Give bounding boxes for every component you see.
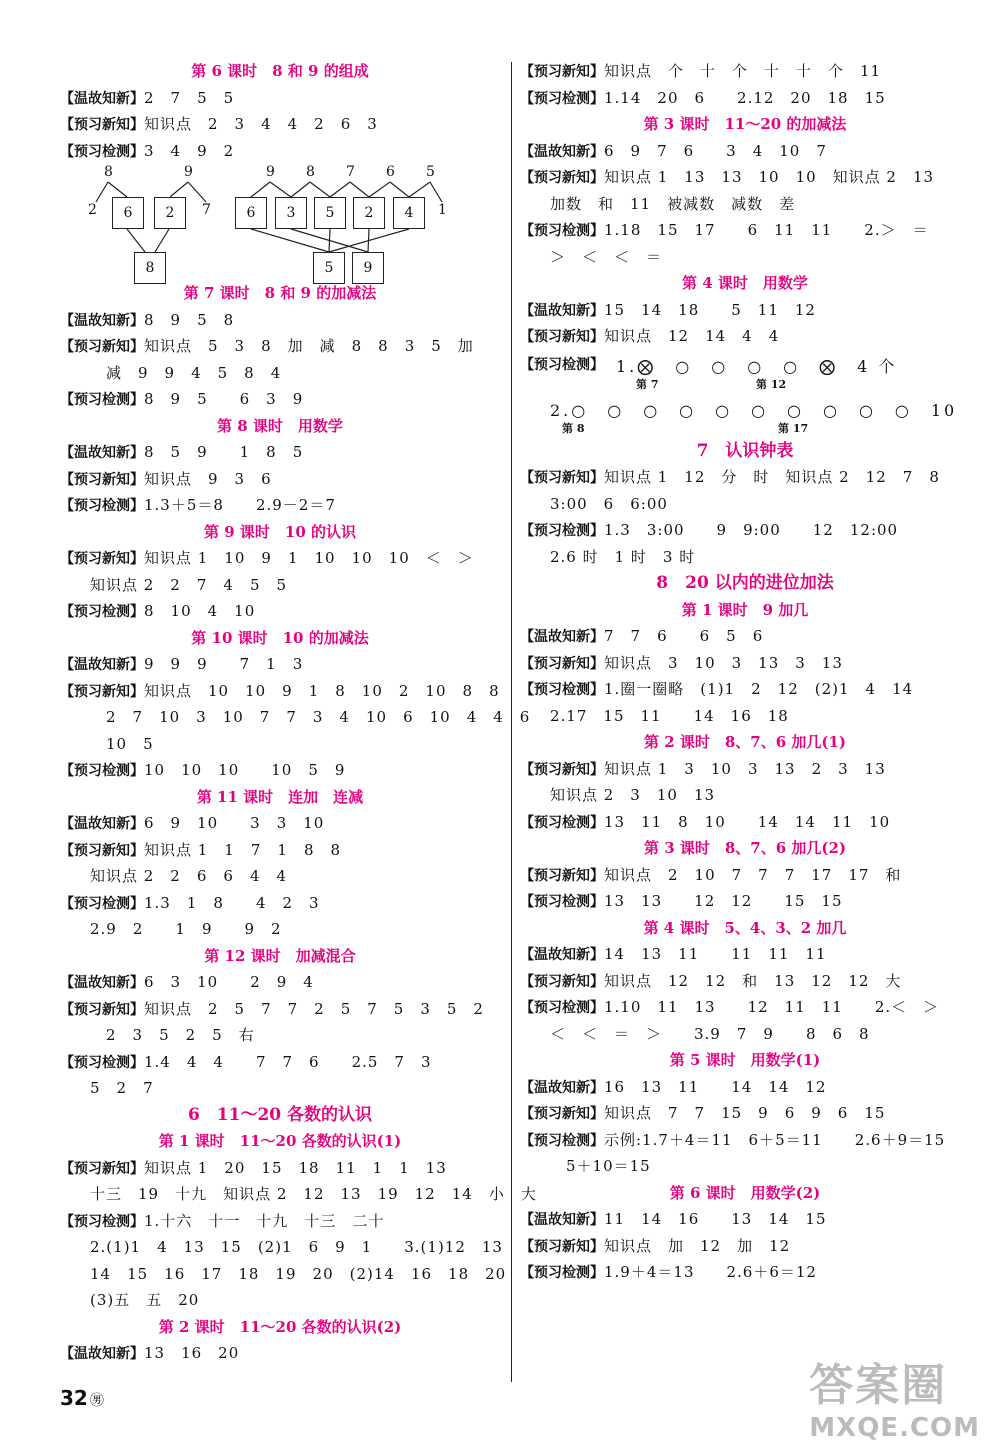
answer-values: 2.9 2 1 9 9 2 bbox=[90, 920, 282, 938]
connector-line bbox=[188, 182, 206, 202]
section-label: 【预习检测】 bbox=[60, 604, 144, 620]
section-label: 【预习检测】 bbox=[60, 498, 144, 514]
number-box: 5 bbox=[314, 197, 346, 229]
answer-line bbox=[520, 676, 970, 703]
answer-values: 8 9 5 6 3 9 bbox=[144, 390, 304, 408]
answer-line bbox=[60, 492, 500, 519]
section-label: 【预习新知】 bbox=[520, 170, 604, 186]
answer-values: 知识点 12 14 4 4 bbox=[604, 327, 780, 345]
answer-values: 知识点 1 1 7 1 8 8 bbox=[144, 840, 342, 859]
top-number: 5 bbox=[426, 164, 435, 180]
answer-line bbox=[520, 703, 970, 730]
answer-values: 2.17 15 11 14 16 18 bbox=[550, 706, 789, 725]
section-label: 【预习检测】 bbox=[520, 356, 604, 373]
connector-line bbox=[170, 182, 188, 197]
section-label: 【预习检测】 bbox=[520, 1265, 604, 1281]
answer-line bbox=[520, 517, 970, 544]
outer-number: 7 bbox=[202, 202, 211, 218]
answer-line bbox=[520, 756, 970, 783]
number-box: 8 bbox=[134, 252, 166, 284]
section-label: 【温故知新】 bbox=[520, 302, 604, 319]
answer-values: 1.4 4 4 7 7 6 2.5 7 3 bbox=[144, 1052, 432, 1071]
answer-values: 知识点 3 10 3 13 3 13 bbox=[604, 653, 843, 672]
lesson-heading: 第 2 课时 11～20 各数的认识(2) bbox=[158, 1317, 402, 1336]
answer-values: 15 14 18 5 11 12 bbox=[604, 300, 816, 319]
answer-values: 10 5 bbox=[106, 734, 154, 753]
answer-line bbox=[60, 439, 500, 466]
answer-line bbox=[60, 757, 500, 784]
answer-line bbox=[520, 1153, 970, 1180]
answer-values: 13 11 8 10 14 14 11 10 bbox=[604, 812, 891, 831]
section-label: 【预习检测】 bbox=[520, 223, 604, 239]
unit-heading: 7 认识钟表 bbox=[696, 440, 794, 461]
answer-values: 11 14 16 13 14 15 bbox=[604, 1210, 827, 1228]
section-label: 【预习新知】 bbox=[60, 551, 144, 567]
answer-values: 1.圈一圈略 (1)1 2 12 (2)1 4 14 bbox=[604, 680, 914, 698]
answer-line bbox=[520, 1127, 970, 1154]
section-label: 【预习检测】 bbox=[60, 895, 144, 912]
answer-values: 1.10 11 13 12 11 11 2.＜ ＞ bbox=[604, 998, 940, 1016]
connector-line bbox=[108, 182, 127, 197]
answer-line bbox=[60, 111, 500, 138]
answer-values: 14 15 16 17 18 19 20 (2)14 16 18 20 bbox=[90, 1264, 507, 1283]
lesson-heading: 第 6 课时 用数学(2) bbox=[669, 1183, 821, 1202]
answer-values: 5 2 7 bbox=[90, 1079, 154, 1097]
answer-line bbox=[60, 678, 500, 705]
position-label: 第 17 bbox=[778, 421, 809, 435]
position-label: 第 8 bbox=[562, 421, 585, 435]
answer-line bbox=[60, 916, 500, 943]
answer-values: 知识点 2 10 7 7 7 17 17 和 bbox=[604, 865, 902, 884]
answer-values: 2 7 10 3 10 7 7 3 4 10 6 10 4 4 6 bbox=[106, 708, 531, 726]
connector-line bbox=[390, 182, 409, 197]
answer-values: 1.十六 十一 十九 十三 二十 bbox=[144, 1211, 385, 1230]
answer-values: 2.(1)1 4 13 15 (2)1 6 9 1 3.(1)12 13 bbox=[90, 1238, 503, 1256]
answer-line bbox=[520, 297, 970, 324]
answer-values: 2 7 5 5 bbox=[144, 88, 235, 107]
section-label: 【预习检测】 bbox=[60, 392, 144, 408]
answer-values: 知识点 7 7 15 9 6 9 6 15 bbox=[604, 1104, 886, 1122]
section-label: 【预习检测】 bbox=[60, 1213, 144, 1230]
answer-line bbox=[520, 323, 970, 350]
answer-values: 减 9 9 4 5 8 4 bbox=[106, 363, 282, 382]
answer-values: 知识点 10 10 9 1 8 10 2 10 8 8 bbox=[144, 681, 500, 700]
top-number: 9 bbox=[266, 164, 275, 180]
answer-line bbox=[60, 598, 500, 625]
connector-line bbox=[350, 182, 369, 197]
section-label: 【温故知新】 bbox=[520, 1079, 604, 1096]
answer-values: ＞ ＜ ＜ ＝ bbox=[550, 247, 663, 266]
lesson-heading: 第 4 课时 用数学 bbox=[682, 274, 808, 292]
answer-line bbox=[520, 862, 970, 889]
top-number: 8 bbox=[306, 164, 315, 180]
answer-values: 知识点 2 5 7 7 2 5 7 5 3 5 2 bbox=[144, 999, 484, 1018]
answer-line bbox=[520, 1259, 970, 1286]
right-column bbox=[520, 58, 970, 1286]
section-label: 【预习新知】 bbox=[60, 471, 144, 488]
answer-line bbox=[60, 1181, 537, 1208]
section-label: 【温故知新】 bbox=[60, 975, 144, 991]
answer-values: 知识点 2 2 7 4 5 5 bbox=[90, 575, 288, 594]
answer-line bbox=[520, 544, 970, 571]
section-label: 【温故知新】 bbox=[520, 947, 604, 963]
section-label: 【预习检测】 bbox=[520, 814, 604, 831]
section-label: 【温故知新】 bbox=[60, 816, 144, 832]
answer-values: 知识点 9 3 6 bbox=[144, 469, 272, 488]
lesson-heading: 第 10 课时 10 的加减法 bbox=[191, 628, 369, 647]
answer-line bbox=[520, 782, 970, 809]
section-label: 【预习新知】 bbox=[520, 470, 604, 486]
section-label: 【预习新知】 bbox=[520, 867, 604, 884]
answer-values: 8 5 9 1 8 5 bbox=[144, 443, 304, 461]
outer-number: 2 bbox=[88, 202, 97, 218]
section-label: 【温故知新】 bbox=[60, 445, 144, 461]
answer-line bbox=[60, 1049, 500, 1076]
section-label: 【温故知新】 bbox=[520, 629, 604, 645]
section-label: 【温故知新】 bbox=[60, 1346, 144, 1362]
watermark bbox=[809, 1349, 980, 1443]
lesson-heading: 第 6 课时 8 和 9 的组成 bbox=[191, 62, 369, 80]
answer-line bbox=[60, 360, 500, 387]
connector-line bbox=[251, 229, 329, 252]
top-number: 8 bbox=[104, 164, 113, 180]
section-label: 【预习新知】 bbox=[520, 973, 604, 990]
section-label: 【温故知新】 bbox=[520, 1212, 604, 1228]
answer-line bbox=[60, 704, 531, 731]
section-label: 【预习新知】 bbox=[60, 339, 144, 355]
answer-line bbox=[60, 890, 500, 917]
answer-line bbox=[520, 888, 970, 915]
answer-values: 14 13 11 11 11 11 bbox=[604, 945, 827, 963]
answer-values: 13 13 12 12 15 15 bbox=[604, 892, 843, 910]
answer-line bbox=[60, 1155, 500, 1182]
answer-values: 示例:1.7＋4＝11 6＋5＝11 2.6＋9＝15 bbox=[604, 1130, 946, 1149]
answer-line bbox=[60, 1234, 503, 1261]
answer-line bbox=[520, 217, 970, 244]
answer-values: 知识点 1 12 分 时 知识点 2 12 7 8 bbox=[604, 468, 940, 486]
answer-line bbox=[520, 244, 970, 271]
answer-values: 5＋10＝15 bbox=[566, 1157, 651, 1175]
answer-line bbox=[520, 1206, 970, 1233]
lesson-heading: 第 3 课时 8、7、6 加几(2) bbox=[643, 839, 847, 857]
watermark-url: MXQE.COM bbox=[809, 1413, 980, 1443]
section-label: 【温故知新】 bbox=[520, 143, 604, 160]
number-box: 5 bbox=[313, 252, 345, 284]
answer-values: (3)五 五 20 bbox=[90, 1291, 200, 1309]
answer-values: 1.3 3:00 9 9:00 12 12:00 bbox=[604, 521, 899, 539]
answer-values: 知识点 1 13 13 10 10 知识点 2 13 bbox=[604, 168, 935, 186]
section-label: 【预习检测】 bbox=[60, 143, 144, 160]
left-column bbox=[60, 58, 537, 1367]
answer-line bbox=[60, 651, 500, 678]
lesson-heading: 第 12 课时 加减混合 bbox=[204, 946, 356, 965]
watermark-logo: 答案圈 bbox=[809, 1360, 948, 1411]
section-label: 【预习新知】 bbox=[520, 655, 604, 672]
answer-values: 知识点 2 3 4 4 2 6 3 bbox=[144, 115, 378, 133]
circle-row: 2.○ ○ ○ ○ ○ ○ ○ ○ ○ ○ 10 bbox=[550, 400, 958, 420]
answer-values: 9 9 9 7 1 3 bbox=[144, 655, 304, 673]
answer-values: 知识点 1 10 9 1 10 10 10 ＜ ＞ bbox=[144, 549, 474, 567]
answer-line bbox=[60, 85, 500, 112]
number-box: 6 bbox=[235, 197, 267, 229]
answer-line bbox=[520, 994, 970, 1021]
lesson-heading: 第 5 课时 用数学(1) bbox=[669, 1051, 821, 1069]
top-number: 7 bbox=[346, 164, 355, 180]
lesson-heading: 第 1 课时 9 加几 bbox=[681, 600, 809, 619]
answer-values: 知识点 1 20 15 18 11 1 1 13 bbox=[144, 1158, 447, 1177]
answer-values: 1.18 15 17 6 11 11 2.＞ ＝ bbox=[604, 221, 929, 239]
answer-line bbox=[60, 1287, 500, 1314]
connector-line bbox=[369, 182, 390, 197]
section-label: 【预习新知】 bbox=[520, 329, 604, 345]
connector-line bbox=[329, 229, 330, 252]
connector-line bbox=[251, 182, 270, 197]
unit-heading: 8 20 以内的进位加法 bbox=[656, 573, 834, 593]
connector-line bbox=[291, 182, 310, 197]
answer-values: 6 9 7 6 3 4 10 7 bbox=[604, 141, 827, 160]
composition-diagram bbox=[60, 164, 500, 280]
answer-line bbox=[520, 58, 970, 85]
answer-line bbox=[520, 968, 970, 995]
answer-values: 知识点 12 12 和 13 12 12 大 bbox=[604, 971, 902, 990]
answer-values: 十三 19 十九 知识点 2 12 13 19 12 14 小 大 bbox=[90, 1185, 537, 1203]
top-number: 9 bbox=[184, 164, 193, 180]
answer-values: 知识点 1 3 10 3 13 2 3 13 bbox=[604, 759, 886, 778]
answer-values: 加数 和 11 被减数 减数 差 bbox=[550, 194, 796, 213]
column-divider bbox=[511, 62, 512, 1382]
circle-row: 1.⨂ ○ ○ ○ ○ ⨂ 4 个 bbox=[616, 356, 898, 376]
answer-values: 1.14 20 6 2.12 20 18 15 bbox=[604, 88, 886, 107]
section-label: 【预习检测】 bbox=[520, 682, 604, 698]
lesson-heading: 第 1 课时 11～20 各数的认识(1) bbox=[158, 1132, 402, 1150]
answer-values: 1.9＋4＝13 2.6＋6＝12 bbox=[604, 1263, 817, 1281]
answer-line bbox=[60, 996, 500, 1023]
number-box: 2 bbox=[154, 197, 186, 229]
answer-values: 知识点 个 十 个 十 十 个 11 bbox=[604, 62, 882, 80]
section-label: 【预习新知】 bbox=[60, 1160, 144, 1177]
section-label: 【温故知新】 bbox=[60, 312, 144, 329]
connector-line bbox=[270, 182, 291, 197]
lesson-heading: 第 9 课时 10 的认识 bbox=[204, 522, 356, 541]
answer-values: 8 10 4 10 bbox=[144, 602, 256, 620]
answer-line bbox=[60, 863, 500, 890]
number-box: 4 bbox=[393, 197, 425, 229]
answer-line bbox=[520, 623, 970, 650]
answer-values: 2 3 5 2 5 右 bbox=[106, 1026, 255, 1044]
answer-line bbox=[520, 191, 970, 218]
answer-line bbox=[60, 466, 500, 493]
answer-values: ＜ ＜ ＝ ＞ 3.9 7 9 8 6 8 bbox=[550, 1024, 870, 1043]
section-label: 【预习新知】 bbox=[60, 1001, 144, 1018]
answer-line bbox=[520, 809, 970, 836]
answer-line bbox=[520, 164, 970, 191]
section-label: 【预习新知】 bbox=[520, 64, 604, 80]
lesson-heading: 第 2 课时 8、7、6 加几(1) bbox=[643, 733, 847, 751]
connector-line bbox=[127, 229, 145, 252]
answer-values: 13 16 20 bbox=[144, 1344, 240, 1362]
lesson-heading: 第 4 课时 5、4、3、2 加几 bbox=[643, 918, 847, 937]
section-label: 【预习检测】 bbox=[60, 763, 144, 779]
answer-line bbox=[520, 491, 970, 518]
answer-values: 8 9 5 8 bbox=[144, 310, 235, 329]
answer-line bbox=[520, 1233, 970, 1260]
section-label: 【温故知新】 bbox=[60, 657, 144, 673]
number-box: 3 bbox=[275, 197, 307, 229]
connector-line bbox=[96, 182, 108, 202]
lesson-heading: 第 3 课时 11～20 的加减法 bbox=[643, 115, 847, 133]
section-label: 【预习新知】 bbox=[60, 842, 144, 859]
answer-values: 知识点 2 3 10 13 bbox=[550, 786, 716, 804]
connector-line bbox=[430, 182, 442, 202]
answer-values: 知识点 5 3 8 加 减 8 8 3 5 加 bbox=[144, 337, 474, 355]
answer-values: 1.3 1 8 4 2 3 bbox=[144, 893, 320, 912]
connector-line bbox=[310, 182, 330, 197]
answer-line bbox=[60, 1075, 500, 1102]
answer-values: 7 7 6 6 5 6 bbox=[604, 627, 764, 645]
answer-line bbox=[60, 307, 500, 334]
answer-line bbox=[60, 969, 500, 996]
section-label: 【温故知新】 bbox=[60, 90, 144, 107]
circle-answer bbox=[520, 350, 970, 394]
position-label: 第 12 bbox=[756, 377, 787, 391]
top-number: 6 bbox=[386, 164, 395, 180]
outer-number: 1 bbox=[438, 202, 447, 218]
section-label: 【预习新知】 bbox=[520, 761, 604, 778]
circle-answer bbox=[520, 394, 970, 438]
answer-values: 3 4 9 2 bbox=[144, 141, 235, 160]
answer-line bbox=[60, 1208, 500, 1235]
section-label: 【预习检测】 bbox=[520, 523, 604, 539]
lesson-heading: 第 7 课时 8 和 9 的加减法 bbox=[183, 284, 377, 302]
answer-line bbox=[60, 731, 500, 758]
answer-line bbox=[60, 572, 500, 599]
answer-values: 6 9 10 3 3 10 bbox=[144, 814, 325, 832]
answer-values: 10 10 10 10 5 9 bbox=[144, 761, 346, 779]
answer-line bbox=[520, 1021, 970, 1048]
lesson-heading: 第 8 课时 用数学 bbox=[217, 416, 343, 435]
answer-line bbox=[60, 386, 500, 413]
answer-line bbox=[60, 138, 500, 165]
answer-line bbox=[60, 837, 500, 864]
answer-line bbox=[520, 138, 970, 165]
answer-values: 1.3＋5＝8 2.9－2＝7 bbox=[144, 496, 336, 514]
answer-values: 6 3 10 2 9 4 bbox=[144, 973, 314, 991]
section-label: 【预习新知】 bbox=[520, 1238, 604, 1255]
section-label: 【预习检测】 bbox=[520, 894, 604, 910]
answer-values: 知识点 2 2 6 6 4 4 bbox=[90, 867, 288, 885]
section-label: 【预习新知】 bbox=[60, 683, 144, 700]
section-label: 【预习检测】 bbox=[520, 1132, 604, 1149]
lesson-heading: 第 11 课时 连加 连减 bbox=[196, 787, 364, 806]
number-box: 6 bbox=[112, 197, 144, 229]
answer-line bbox=[520, 464, 970, 491]
answer-values: 知识点 加 12 加 12 bbox=[604, 1236, 791, 1255]
answer-line bbox=[60, 1022, 500, 1049]
answer-line bbox=[520, 941, 970, 968]
connector-line bbox=[155, 229, 169, 252]
answer-line bbox=[60, 1261, 507, 1288]
number-box: 2 bbox=[353, 197, 385, 229]
answer-values: 3:00 6 6:00 bbox=[550, 494, 668, 513]
answer-line bbox=[60, 333, 500, 360]
connector-line bbox=[330, 182, 350, 197]
answer-values: 16 13 11 14 14 12 bbox=[604, 1077, 827, 1096]
answer-line bbox=[520, 650, 970, 677]
section-label: 【预习检测】 bbox=[520, 1000, 604, 1016]
connector-line bbox=[409, 182, 430, 197]
answer-line bbox=[520, 85, 970, 112]
section-label: 【预习新知】 bbox=[520, 1106, 604, 1122]
position-label: 第 7 bbox=[636, 377, 659, 391]
answer-values: 2.6 时 1 时 3 时 bbox=[550, 547, 696, 566]
page-number: 32 ㊚ bbox=[60, 1386, 104, 1410]
section-label: 【预习新知】 bbox=[60, 117, 144, 133]
answer-line bbox=[60, 810, 500, 837]
answer-line bbox=[60, 545, 500, 572]
unit-heading: 6 11～20 各数的认识 bbox=[187, 1104, 373, 1125]
answer-line bbox=[60, 1340, 500, 1367]
number-box: 9 bbox=[352, 252, 384, 284]
section-label: 【预习检测】 bbox=[520, 90, 604, 107]
answer-line bbox=[520, 1100, 970, 1127]
section-label: 【预习检测】 bbox=[60, 1054, 144, 1071]
answer-line bbox=[520, 1074, 970, 1101]
